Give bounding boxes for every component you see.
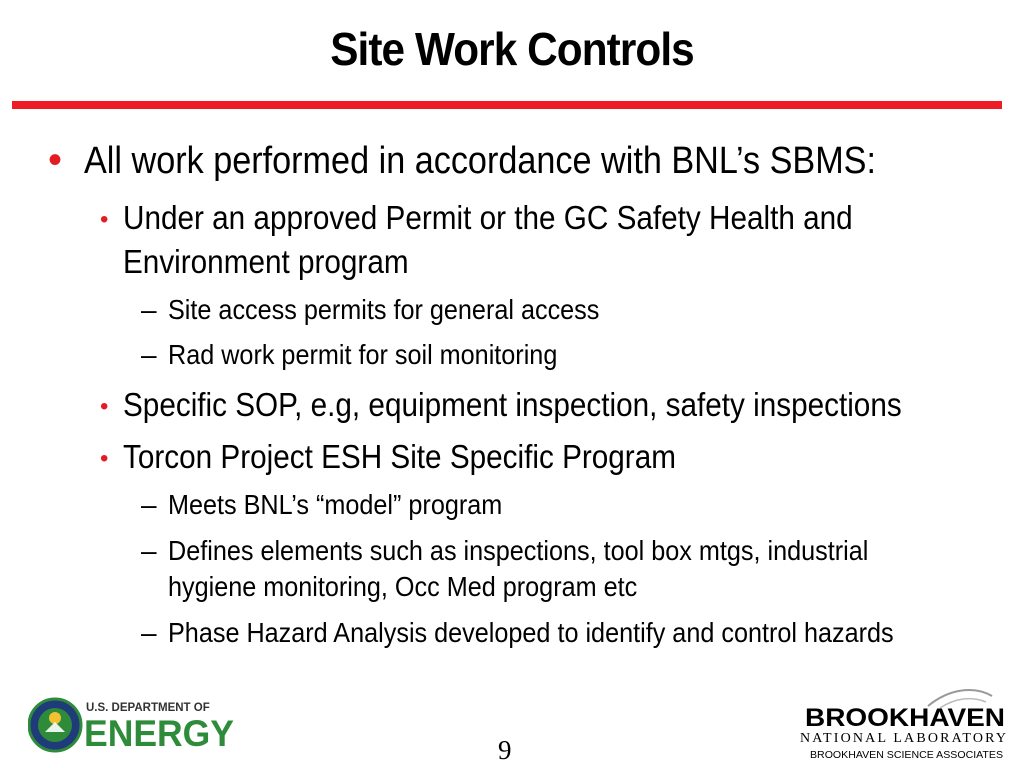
bullet-l3-continuation (168, 571, 689, 603)
bullet-marker: • (48, 138, 63, 182)
bnl-line2: NATIONAL LABORATORY (800, 731, 1006, 746)
bullet-marker: • (100, 206, 109, 233)
bullet-text: Rad work permit for soil monitoring (168, 339, 558, 370)
doe-line2: ENERGY (84, 713, 235, 754)
bullet-text: Site access permits for general access (168, 294, 600, 325)
bnl-line3: BROOKHAVEN SCIENCE ASSOCIATES (810, 749, 1003, 761)
bullet-l3 (168, 294, 647, 326)
dash-marker: – (141, 294, 157, 325)
bnl-logo (800, 688, 1010, 762)
doe-line1: U.S. DEPARTMENT OF (86, 702, 210, 714)
bullet-text: Specific SOP, e.g, equipment inspection, safety inspections (123, 386, 902, 423)
bullet-text: hygiene monitoring, Occ Med program etc (168, 571, 638, 602)
bullet-l3 (168, 339, 601, 371)
bullet-text: All work performed in accordance with BNL’s SBMS: (84, 140, 876, 182)
bullet-l2 (123, 386, 988, 424)
dash-marker: – (141, 339, 157, 370)
bullet-text: Environment program (123, 243, 409, 280)
bullet-l3 (168, 489, 539, 521)
bullet-text: Defines elements such as inspections, tool box mtgs, industrial (168, 535, 869, 566)
bullet-marker: • (100, 393, 109, 420)
bullet-l2 (123, 199, 934, 237)
dash-marker: – (141, 489, 157, 520)
bullet-l3 (168, 617, 974, 649)
dash-marker: – (141, 617, 157, 648)
bullet-l3 (168, 535, 946, 567)
bullet-text: Torcon Project ESH Site Specific Program (123, 438, 676, 475)
bnl-line1: BROOKHAVEN (805, 704, 1005, 732)
bullet-text: Phase Hazard Analysis developed to identify and control hazards (168, 617, 894, 648)
bullet-l2 (123, 438, 737, 476)
bullet-text: Meets BNL’s “model” program (168, 489, 503, 520)
bullet-marker: • (100, 445, 109, 472)
bullet-l1 (84, 140, 964, 183)
bullet-text: Under an approved Permit or the GC Safety Health and (123, 199, 853, 236)
doe-logo (28, 696, 238, 754)
bullet-l2-continuation (123, 243, 440, 281)
page-number: 9 (498, 735, 512, 765)
slide-title: Site Work Controls (330, 23, 694, 75)
dash-marker: – (141, 535, 157, 566)
